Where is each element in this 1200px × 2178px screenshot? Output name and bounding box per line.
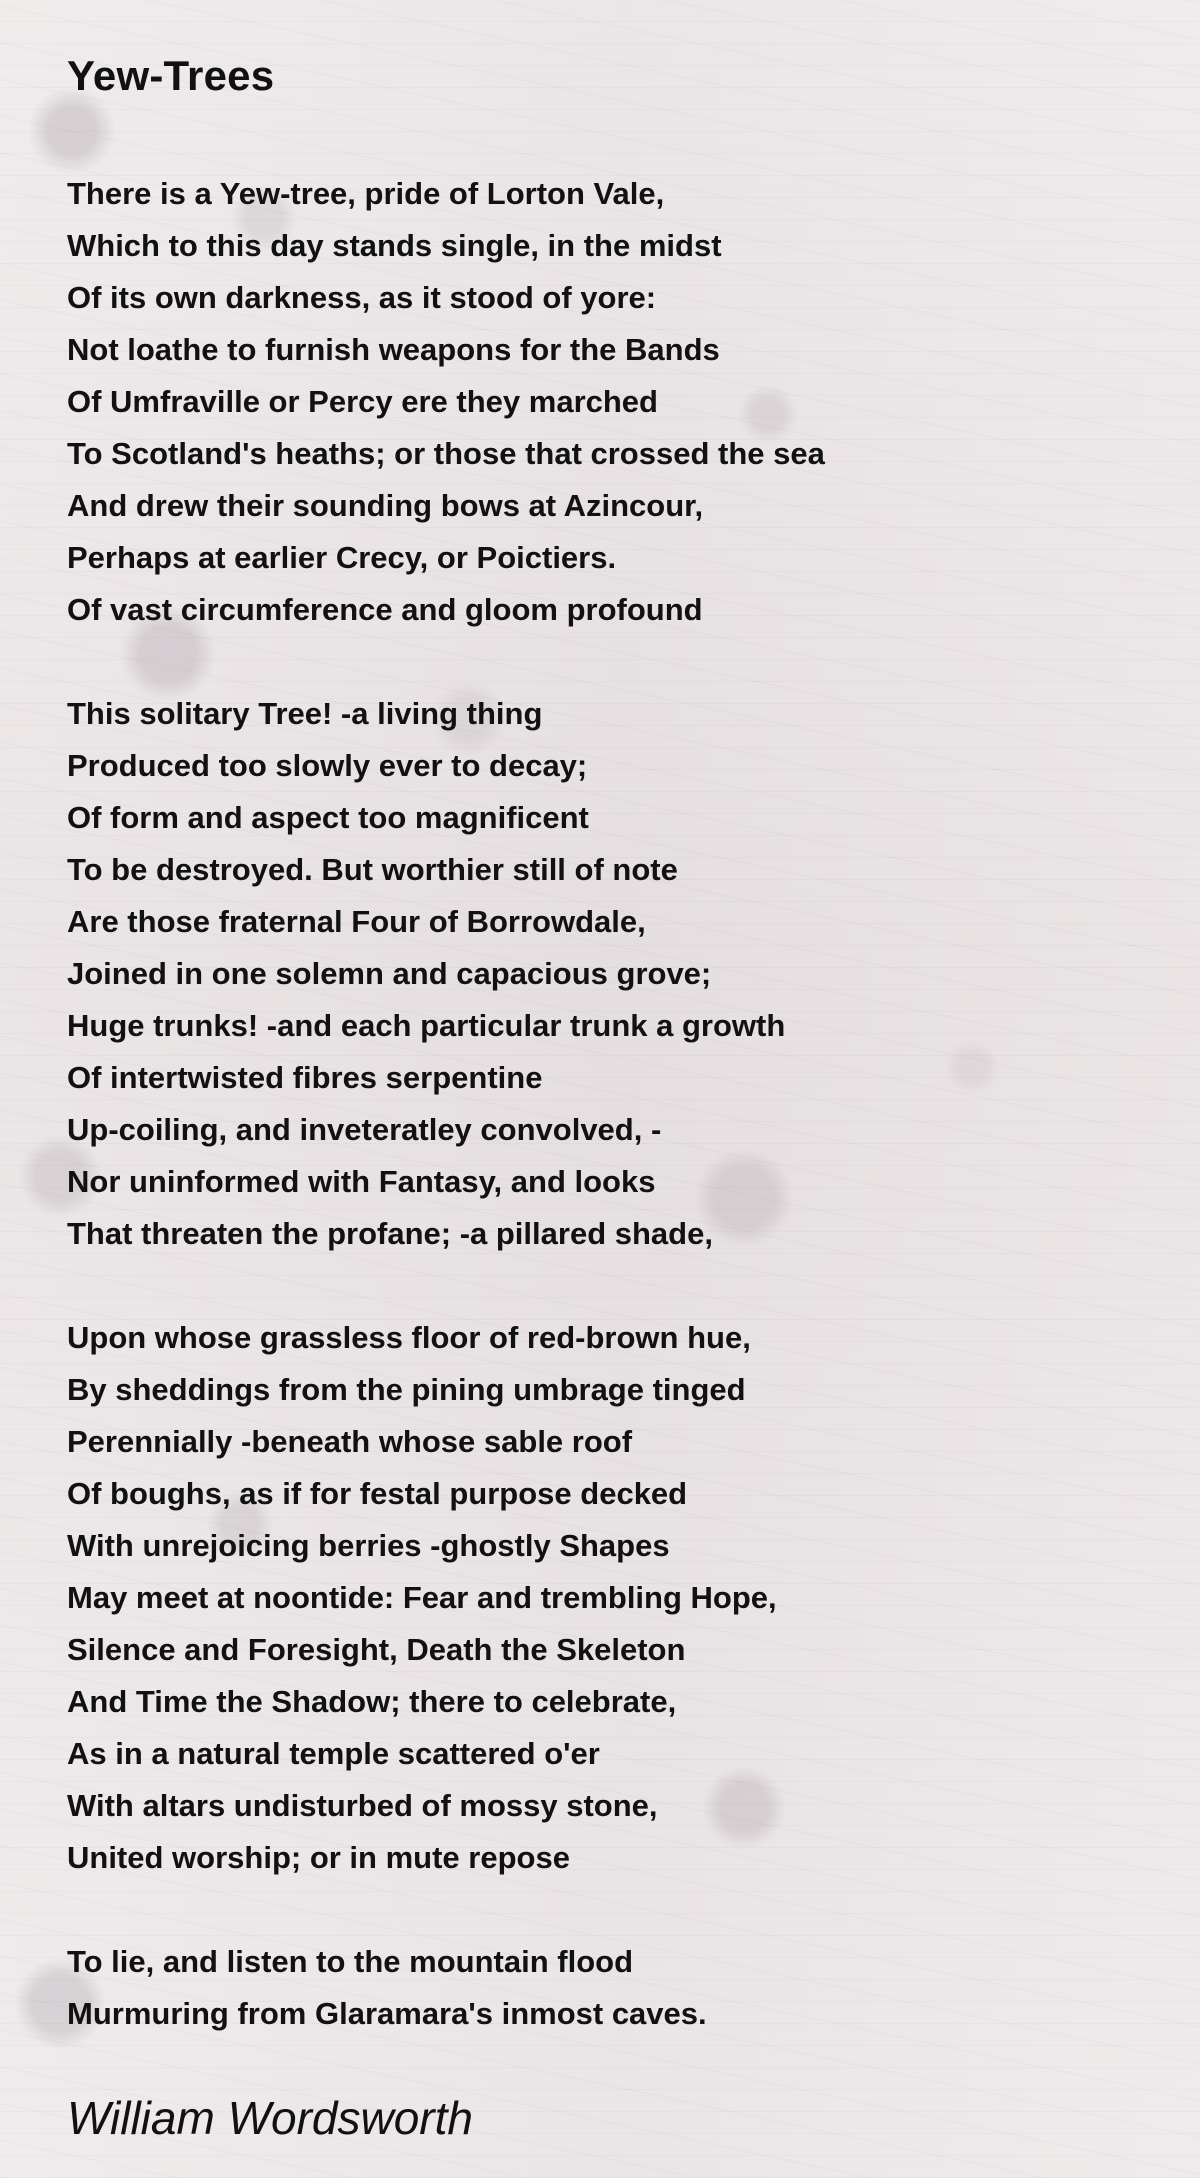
- poem-line: United worship; or in mute repose: [67, 1840, 570, 1875]
- poem-line: With altars undisturbed of mossy stone,: [67, 1788, 658, 1823]
- poem-line: Silence and Foresight, Death the Skeleton: [67, 1632, 686, 1667]
- poem-stanza: [67, 168, 1060, 636]
- poem-line: Of form and aspect too magnificent: [67, 800, 589, 835]
- poem-line: Of intertwisted fibres serpentine: [67, 1060, 543, 1095]
- poem-line: And Time the Shadow; there to celebrate,: [67, 1684, 677, 1719]
- poem-stanza: [67, 1936, 1060, 2040]
- poem-line: Which to this day stands single, in the midst: [67, 228, 722, 263]
- poem-line: To be destroyed. But worthier still of note: [67, 852, 678, 887]
- poem-line: Of its own darkness, as it stood of yore:: [67, 280, 657, 315]
- poem-line: Of Umfraville or Percy ere they marched: [67, 384, 658, 419]
- poem-line: To Scotland's heaths; or those that crossed the sea: [67, 436, 825, 471]
- poem-line: Perhaps at earlier Crecy, or Poictiers.: [67, 540, 617, 575]
- poem-body: [67, 168, 1060, 2040]
- poem-line: Joined in one solemn and capacious grove;: [67, 956, 712, 991]
- poem-stanza: [67, 688, 1060, 1260]
- poem-line: Upon whose grassless floor of red-brown hue,: [67, 1320, 751, 1355]
- poem-stanza: [67, 1312, 1060, 1884]
- poem-line: Are those fraternal Four of Borrowdale,: [67, 904, 646, 939]
- poem-line: Of vast circumference and gloom profound: [67, 592, 703, 627]
- poem-line: May meet at noontide: Fear and trembling Hope,: [67, 1580, 777, 1615]
- poem-author: William Wordsworth: [67, 2092, 473, 2144]
- poem-line: Perennially -beneath whose sable roof: [67, 1424, 633, 1459]
- poem-line: And drew their sounding bows at Azincour,: [67, 488, 704, 523]
- poem-line: By sheddings from the pining umbrage tinged: [67, 1372, 746, 1407]
- poem-line: Murmuring from Glaramara's inmost caves.: [67, 1996, 707, 2031]
- poem-line: Nor uninformed with Fantasy, and looks: [67, 1164, 656, 1199]
- poem-line: As in a natural temple scattered o'er: [67, 1736, 600, 1771]
- poem-line: Of boughs, as if for festal purpose decked: [67, 1476, 688, 1511]
- poem-line: Huge trunks! -and each particular trunk a growth: [67, 1008, 786, 1043]
- poem-line: Up-coiling, and inveteratley convolved, -: [67, 1112, 662, 1147]
- poem-line: With unrejoicing berries -ghostly Shapes: [67, 1528, 670, 1563]
- poem-line: There is a Yew-tree, pride of Lorton Vale,: [67, 176, 665, 211]
- poem-line: That threaten the profane; -a pillared shade,: [67, 1216, 713, 1251]
- poem-line: Produced too slowly ever to decay;: [67, 748, 588, 783]
- poem-line: Not loathe to furnish weapons for the Bands: [67, 332, 720, 367]
- poem-line: To lie, and listen to the mountain flood: [67, 1944, 634, 1979]
- poem-title: Yew-Trees: [67, 52, 275, 99]
- poem-line: This solitary Tree! -a living thing: [67, 696, 543, 731]
